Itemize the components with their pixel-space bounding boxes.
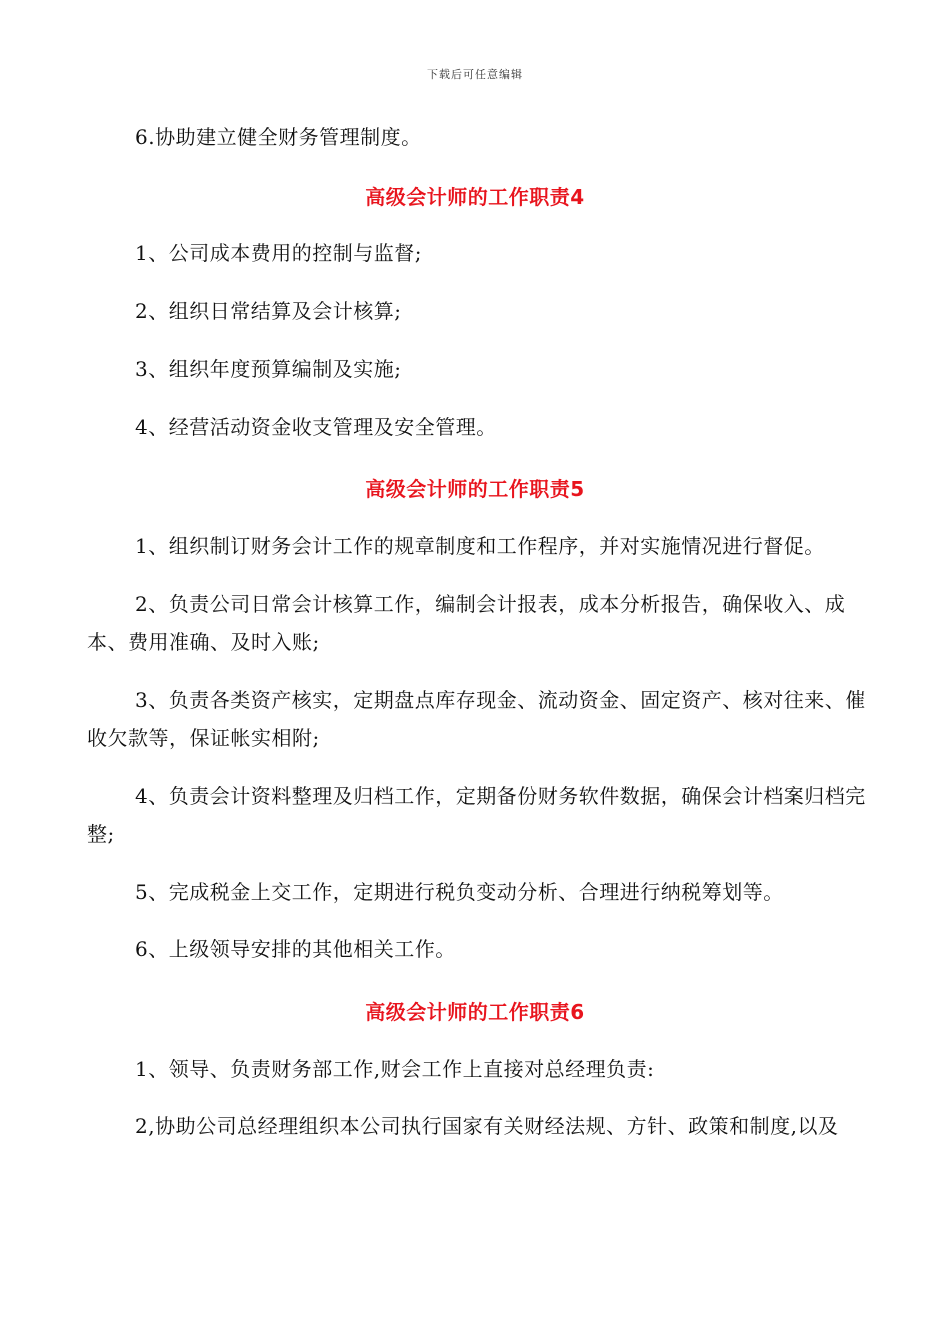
paragraph-fund-management: 4、经营活动资金收支管理及安全管理。	[135, 415, 497, 439]
section-heading-6: 高级会计师的工作职责6	[365, 1000, 585, 1024]
paragraph-lead-finance: 1、领导、负责财务部工作,财会工作上直接对总经理负责:	[135, 1057, 655, 1081]
paragraph-6-establish-system: 6.协助建立健全财务管理制度。	[135, 125, 422, 149]
paragraph-tax-payment: 5、完成税金上交工作，定期进行税负变动分析、合理进行纳税筹划等。	[135, 880, 784, 904]
paragraph-rules-procedures: 1、组织制订财务会计工作的规章制度和工作程序，并对实施情况进行督促。	[135, 534, 825, 558]
header-note: 下载后可任意编辑	[427, 68, 523, 81]
section-heading-5: 高级会计师的工作职责5	[365, 477, 585, 501]
paragraph-daily-settlement: 2、组织日常结算及会计核算;	[135, 299, 402, 323]
paragraph-other-work: 6、上级领导安排的其他相关工作。	[135, 937, 456, 961]
paragraph-archive-records: 4、负责会计资料整理及归档工作，定期备份财务软件数据，确保会计档案归档完整;	[87, 784, 866, 846]
paragraph-daily-accounting: 2、负责公司日常会计核算工作，编制会计报表，成本分析报告，确保收入、成本、费用准确、及时入账;	[87, 592, 846, 654]
paragraph-annual-budget: 3、组织年度预算编制及实施;	[135, 357, 402, 381]
paragraph-assist-manager: 2,协助公司总经理组织本公司执行国家有关财经法规、方针、政策和制度,以及	[135, 1114, 839, 1138]
paragraph-asset-verification: 3、负责各类资产核实，定期盘点库存现金、流动资金、固定资产、核对往来、催收欠款等，保证帐实相附;	[87, 688, 866, 750]
paragraph-cost-control: 1、公司成本费用的控制与监督;	[135, 241, 422, 265]
section-heading-4: 高级会计师的工作职责4	[365, 185, 585, 209]
